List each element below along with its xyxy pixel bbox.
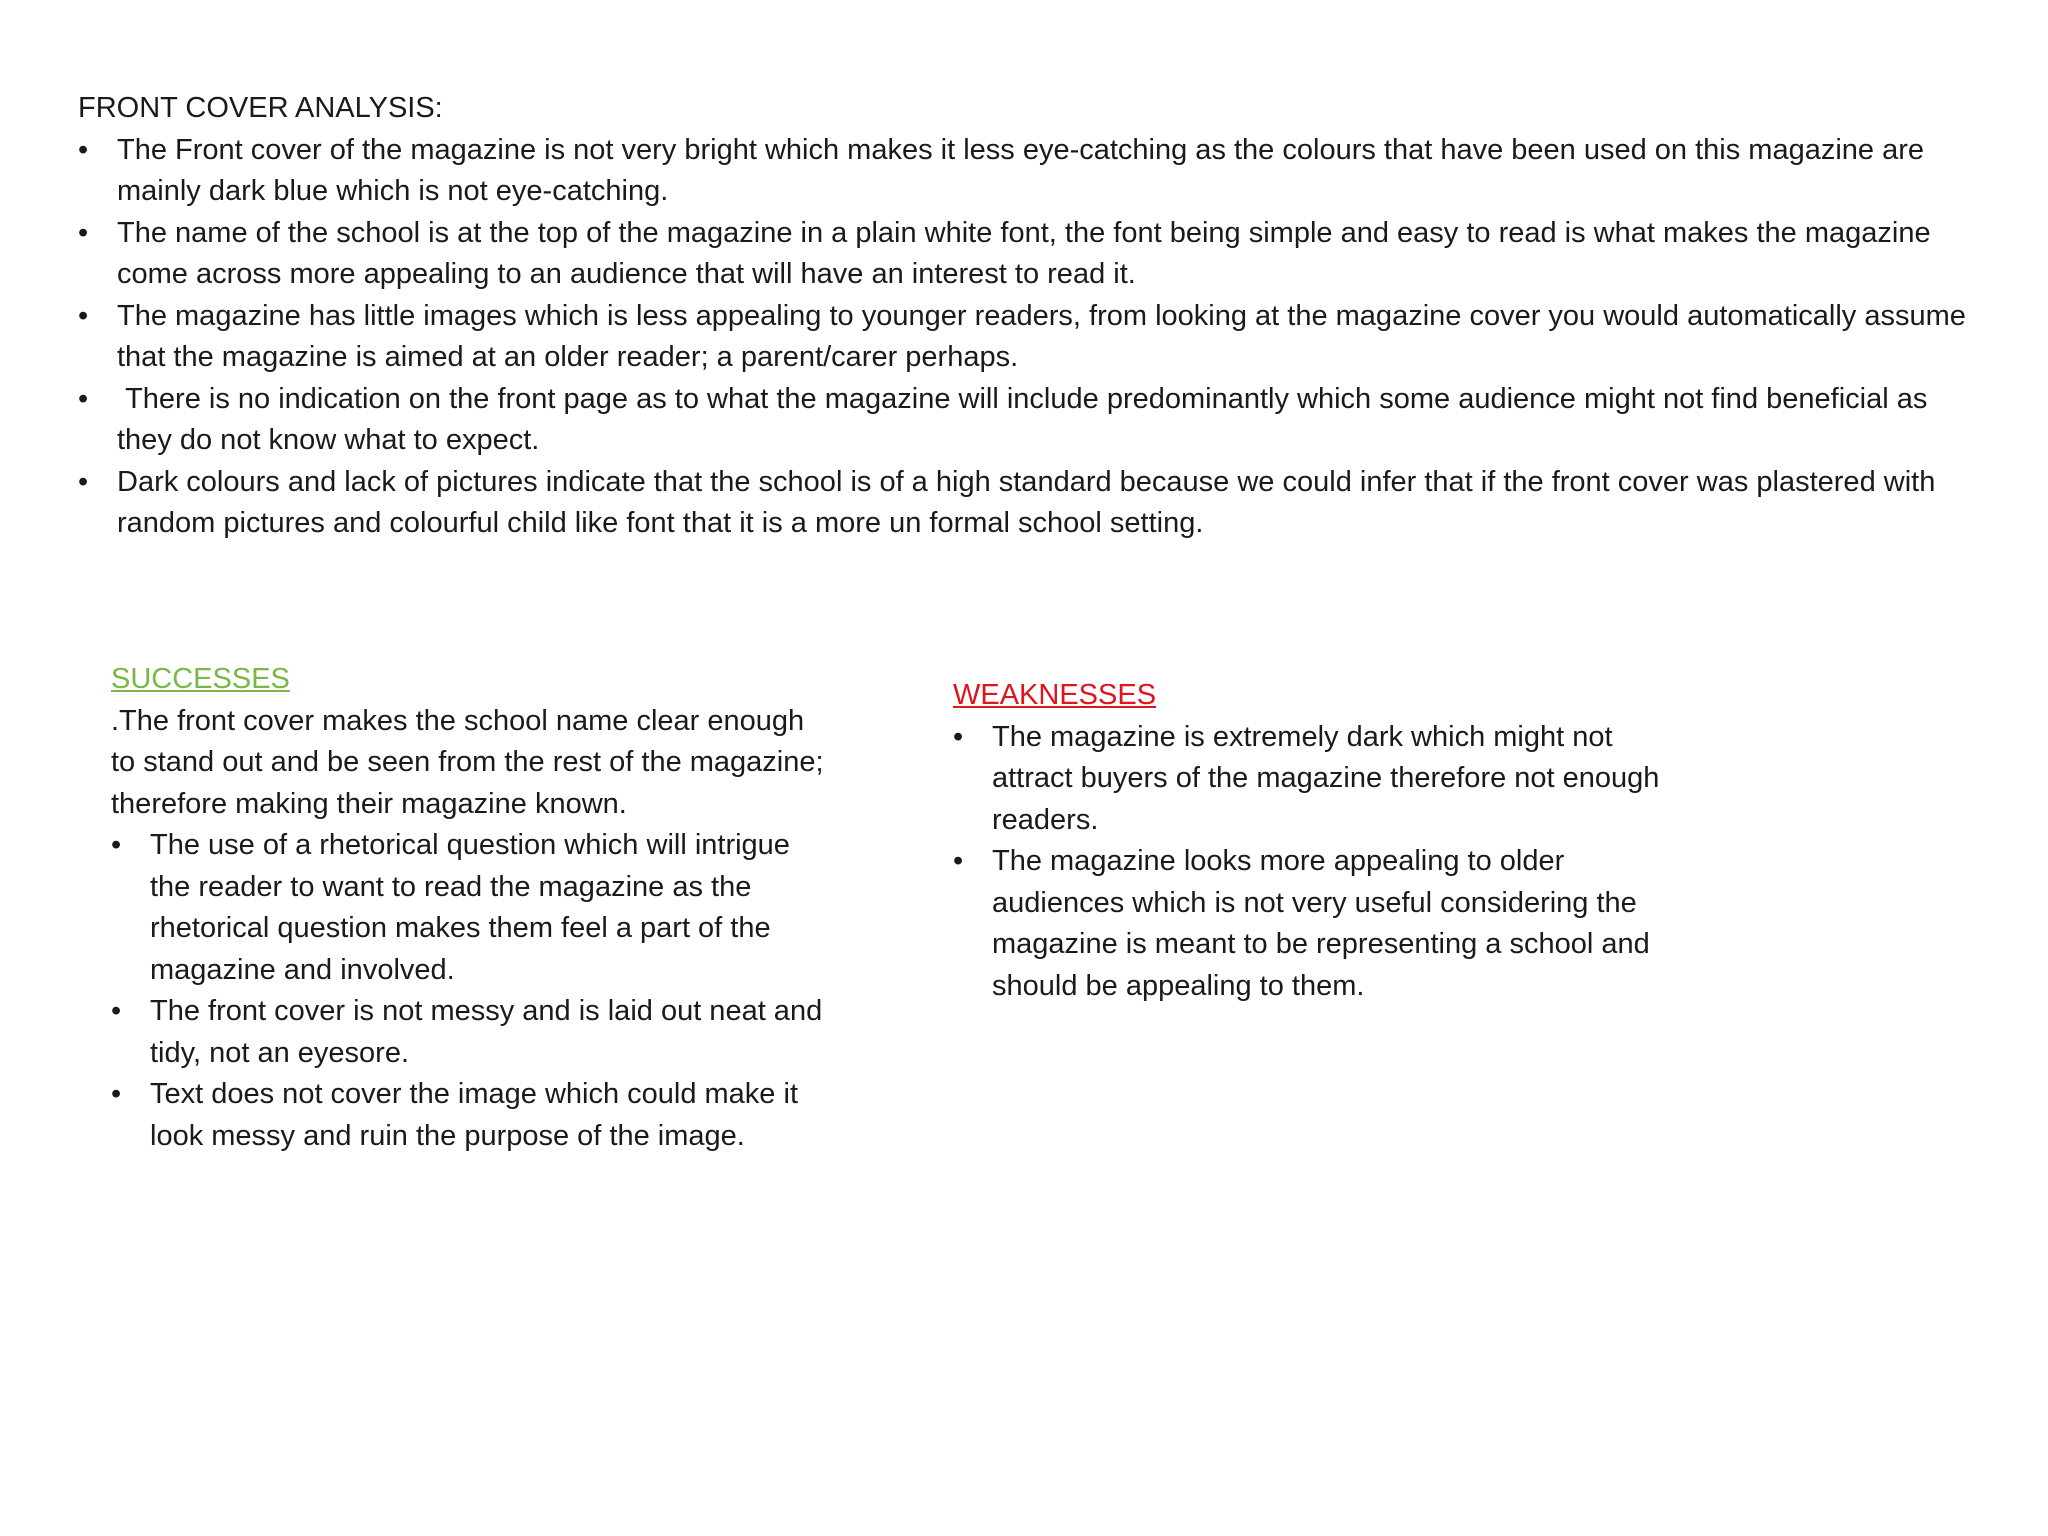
successes-bullet <box>111 825 831 991</box>
analysis-bullet <box>78 296 1978 379</box>
bullet-dot-icon: • <box>953 845 964 877</box>
analysis-bullet-text: The Front cover of the magazine is not very bright which makes it less eye-catching as the colours that have been used on this magazine are mainly dark blue which is not eye-catching. <box>117 133 1925 207</box>
analysis-bullet <box>78 462 1978 545</box>
successes-bullet-text: The front cover is not messy and is laid out neat and tidy, not an eyesore. <box>150 995 823 1069</box>
successes-bullet-text: The use of a rhetorical question which will intrigue the reader to want to read the magazine as the rhetorical question makes them feel a part of the magazine and involved. <box>150 829 790 986</box>
analysis-bullet-list <box>78 130 1978 545</box>
successes-title: SUCCESSES <box>111 663 290 695</box>
bullet-dot-icon: • <box>78 133 89 166</box>
bullet-dot-icon: • <box>78 299 89 332</box>
weaknesses-bullet-list <box>953 717 1673 1008</box>
successes-section <box>111 659 831 1157</box>
analysis-bullet-text: The name of the school is at the top of the magazine in a plain white font, the font being simple and easy to read is what makes the magazine come across more appealing to an audience that will have an interest to read it. <box>117 216 1931 290</box>
weaknesses-bullet-text: The magazine is extremely dark which might not attract buyers of the magazine therefore not enough readers. <box>992 720 1660 836</box>
analysis-bullet-text: Dark colours and lack of pictures indicate that the school is of a high standard because we could infer that if the front cover was plastered with random pictures and colourful child like font that it is a more un formal school setting. <box>117 465 1936 539</box>
analysis-bullet <box>78 213 1978 296</box>
analysis-heading: FRONT COVER ANALYSIS: <box>78 92 443 124</box>
bullet-dot-icon: • <box>111 995 122 1027</box>
weaknesses-section <box>953 675 1673 1007</box>
weaknesses-bullet <box>953 717 1673 842</box>
analysis-bullet <box>78 379 1978 462</box>
successes-bullet-list <box>111 825 831 1157</box>
analysis-bullet-text: The magazine has little images which is less appealing to younger readers, from looking at the magazine cover you would automatically assume that the magazine is aimed at an older reader; a parent/carer perhaps. <box>117 299 1966 373</box>
bullet-dot-icon: • <box>111 1078 122 1110</box>
successes-intro: .The front cover makes the school name clear enough to stand out and be seen from the rest of the magazine; therefore making their magazine known. <box>111 704 824 820</box>
bullet-dot-icon: • <box>953 720 964 753</box>
bullet-dot-icon: • <box>111 829 122 861</box>
analysis-bullet <box>78 130 1978 213</box>
successes-bullet <box>111 991 831 1074</box>
bullet-dot-icon: • <box>78 465 89 498</box>
weaknesses-title: WEAKNESSES <box>953 679 1157 711</box>
weaknesses-bullet <box>953 841 1673 1007</box>
bullet-dot-icon: • <box>78 216 89 249</box>
successes-bullet-text: Text does not cover the image which could make it look messy and ruin the purpose of the image. <box>150 1078 798 1152</box>
successes-bullet <box>111 1074 831 1157</box>
bullet-dot-icon: • <box>78 382 89 415</box>
weaknesses-bullet-text: The magazine looks more appealing to older audiences which is not very useful considering the magazine is meant to be representing a school and should be appealing to them. <box>992 845 1650 1002</box>
analysis-bullet-text: There is no indication on the front page as to what the magazine will include predominantly which some audience might not find beneficial as they do not know what to expect. <box>117 382 1936 456</box>
front-cover-analysis <box>78 88 1978 545</box>
